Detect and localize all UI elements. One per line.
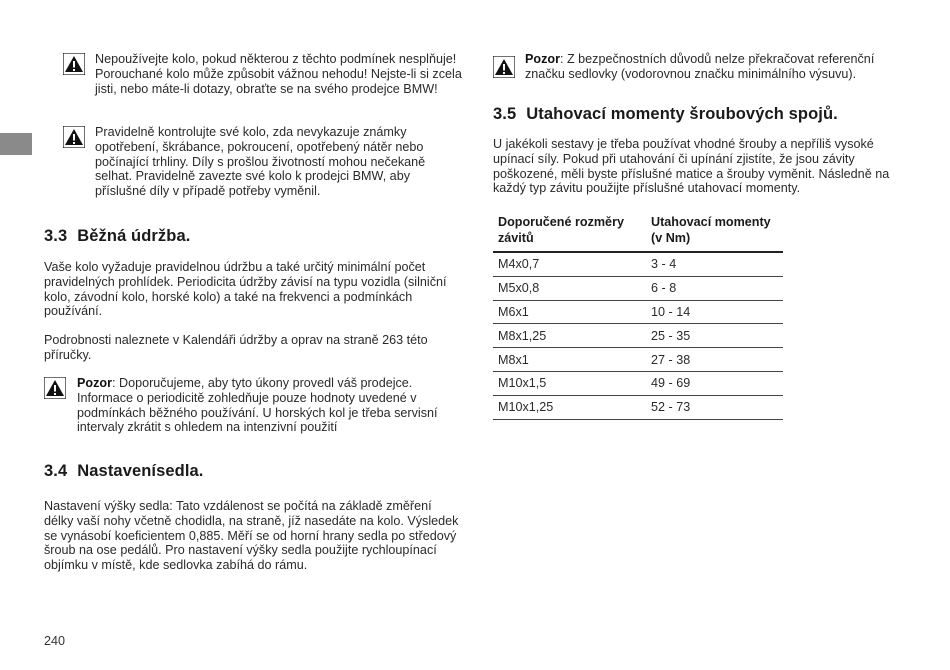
warning-text: Pravidelně kontrolujte své kolo, zda nevykazuje známky opotřebení, škrábance, pokroucení, opotřebený nátěr nebo počínající trhliny. Díly s prošlou životností mohou nečekaně selhat. Pravidelně zavezte své kolo k prodejci BMW, aby příslušné díly v případě potřeby vyměnil. <box>95 125 426 199</box>
table-row <box>493 371 783 395</box>
note-text: Pozor: Doporučujeme, aby tyto úkony provedl váš prodejce. Informace o periodicitě zohledňuje pouze hodnoty uvedené v podmínkách běžného používání. U horských kol je třeba servisní intervaly zkrátit s ohledem na intenzivní použití <box>77 376 438 435</box>
thread-size-cell: M6x1 <box>493 300 646 324</box>
thread-size-cell: M8x1,25 <box>493 324 646 348</box>
column-header-torque: Utahovací momenty (v Nm) <box>646 212 783 252</box>
torque-table <box>493 212 783 420</box>
warning-icon <box>493 56 515 78</box>
section-3-5-paragraph: U jakékoli sestavy je třeba používat vhodné šrouby a nepříliš vysoké upínací síly. Pokud při utahování či upínání zjistíte, že jsou závity poškozené, měli byste příslušné matice a šrouby vyměnit. Následně na každý typ závitu použijte příslušné utahovací momenty. <box>493 137 890 196</box>
section-heading-3-5: 3.5 Utahovací momenty šroubových spojů. <box>493 105 838 123</box>
note-label: Pozor <box>77 376 112 390</box>
table-row <box>493 276 783 300</box>
thread-size-cell: M10x1,5 <box>493 371 646 395</box>
page-number: 240 <box>44 634 66 648</box>
section-heading-3-3: 3.3 Běžná údržba. <box>44 227 191 245</box>
thread-size-cell: M4x0,7 <box>493 252 646 276</box>
torque-cell: 49 - 69 <box>646 371 783 395</box>
thread-size-cell: M5x0,8 <box>493 276 646 300</box>
table-header-row <box>493 212 783 252</box>
torque-cell: 3 - 4 <box>646 252 783 276</box>
note-block-right <box>493 52 913 82</box>
warning-icon <box>44 377 66 399</box>
torque-cell: 25 - 35 <box>646 324 783 348</box>
table-row <box>493 252 783 276</box>
warning-text: Nepoužívejte kolo, pokud některou z těchto podmínek nesplňuje! Porouchané kolo může způsobit vážnou nehodu! Nejste-li si zcela jisti, nebo máte-li dotazy, obraťte se na svého prodejce BMW! <box>95 52 462 96</box>
torque-cell: 10 - 14 <box>646 300 783 324</box>
warning-icon <box>63 53 85 75</box>
section-3-3-paragraph-2: Podrobnosti naleznete v Kalendáři údržby a oprav na straně 263 této příručky. <box>44 333 428 362</box>
torque-cell: 6 - 8 <box>646 276 783 300</box>
section-heading-3-4: 3.4 Nastavenísedla. <box>44 462 204 480</box>
section-3-4-paragraph: Nastavení výšky sedla: Tato vzdálenost se počítá na základě změření délky vaší nohy včetně chodidla, na straně, jíž nasedáte na kolo. Výsledek se vynásobí koeficientem 0,885. Měří se od horní hrany sedla po středový šroub na ose pedálů. Pro nastavení výšky sedla použijte rychloupínací objímku v místě, kde sedlovka zabíhá do rámu. <box>44 499 459 573</box>
chapter-edge-tab <box>0 133 32 155</box>
torque-cell: 52 - 73 <box>646 395 783 419</box>
table-row <box>493 395 783 419</box>
warning-block-1 <box>63 52 463 96</box>
thread-size-cell: M10x1,25 <box>493 395 646 419</box>
warning-icon <box>63 126 85 148</box>
thread-size-cell: M8x1 <box>493 348 646 372</box>
column-header-thread-size: Doporučené rozměry závitů <box>493 212 646 252</box>
table-row <box>493 300 783 324</box>
table-row <box>493 324 783 348</box>
section-3-3-paragraph-1: Vaše kolo vyžaduje pravidelnou údržbu a také určitý minimální počet pravidelných prohlídek. Periodicita údržby závisí na typu vozidla (silniční kolo, závodní kolo, horské kolo) a také na frekvenci a podmínkách používání. <box>44 260 447 319</box>
warning-block-2 <box>63 125 463 199</box>
note-block-left <box>44 376 454 435</box>
note-label: Pozor <box>525 52 560 66</box>
table-row <box>493 348 783 372</box>
torque-cell: 27 - 38 <box>646 348 783 372</box>
note-text: Pozor: Z bezpečnostních důvodů nelze překračovat referenční značku sedlovky (vodorovnou značku minimálního výsuvu). <box>525 52 875 81</box>
